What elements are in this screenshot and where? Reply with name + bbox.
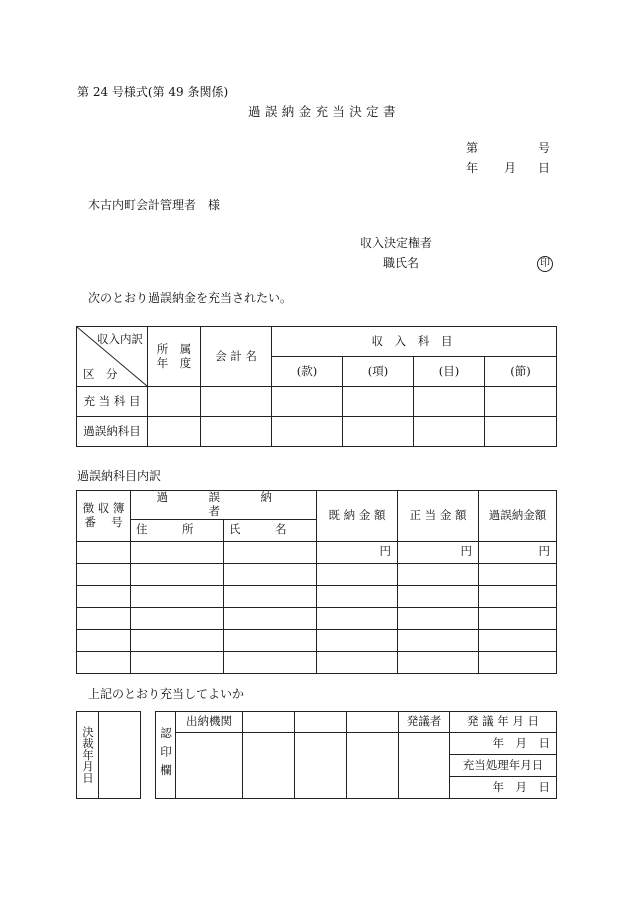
- table-row: [77, 585, 557, 607]
- account-header: 会 計 名: [201, 327, 272, 387]
- decision-date-label: 決裁年月日: [77, 712, 99, 799]
- unit-yen: 円: [479, 541, 557, 563]
- breakdown-table: [76, 490, 557, 674]
- already-paid-header: 既 納 金 額: [317, 491, 398, 542]
- process-date-label: 充当処理年月日: [450, 755, 557, 777]
- authority-name-label: 職氏名: [383, 256, 420, 270]
- correct-amount-header: 正 当 金 額: [398, 491, 479, 542]
- addressee: 木古内町会計管理者 様: [88, 198, 221, 212]
- breakdown-title: 過誤納科目内訳: [77, 469, 162, 483]
- diag-top-label: 収入内訳: [97, 332, 143, 346]
- intro-text: 次のとおり過誤納金を充当されたい。: [88, 291, 293, 305]
- row-label-appropriation: 充 当 科 目: [77, 387, 148, 417]
- date-day: 日: [538, 161, 551, 175]
- table-row: [77, 607, 557, 629]
- confirm-text: 上記のとおり充当してよいか: [88, 687, 245, 701]
- diagonal-header-cell: [77, 327, 148, 387]
- proposal-date-label: 発 議 年 月 日: [450, 712, 557, 733]
- revenue-subject-header: 収 入 科 目: [272, 327, 557, 357]
- diag-bottom-label: 区 分: [83, 366, 118, 381]
- approval-table: [155, 711, 557, 799]
- row-label-overpaid: 過誤納科目: [77, 417, 148, 447]
- date-year: 年: [466, 161, 479, 175]
- authority-title: 収入決定権者: [360, 236, 433, 250]
- table-row: [77, 629, 557, 651]
- doc-number-suffix: 号: [538, 141, 551, 155]
- sub-col-kan: (款): [272, 357, 343, 387]
- overpaid-amount-header: 過誤納金額: [479, 491, 557, 542]
- overpayer-header: 過 誤 納 者: [131, 491, 317, 520]
- address-subheader: 住 所: [131, 519, 224, 541]
- ledger-number-header: 徴 収 簿 番 号: [77, 491, 131, 542]
- name-subheader: 氏 名: [224, 519, 317, 541]
- table-row: [77, 651, 557, 673]
- subject-table: [76, 326, 557, 447]
- table-row: [77, 563, 557, 585]
- seal-mark: 印: [537, 256, 553, 272]
- proposer-label: 発議者: [399, 712, 450, 733]
- sub-col-moku: (目): [414, 357, 485, 387]
- unit-yen: 円: [398, 541, 479, 563]
- dept-year-header: 所 属 年 度: [148, 327, 201, 387]
- document-title: 過誤納金充当決定書: [248, 104, 400, 119]
- proposal-date-ymd: 年 月 日: [450, 733, 557, 755]
- form-number: 第 24 号様式(第 49 条関係): [77, 85, 229, 99]
- doc-number-prefix: 第: [466, 141, 479, 155]
- treasury-label: 出納機関: [176, 712, 243, 733]
- sub-col-kou: (項): [343, 357, 414, 387]
- approval-stamp-label: 認印欄: [156, 712, 176, 799]
- date-month: 月: [504, 161, 517, 175]
- sub-col-setsu: (節): [485, 357, 557, 387]
- unit-yen: 円: [317, 541, 398, 563]
- process-date-ymd: 年 月 日: [450, 777, 557, 799]
- decision-date-table: [76, 711, 141, 799]
